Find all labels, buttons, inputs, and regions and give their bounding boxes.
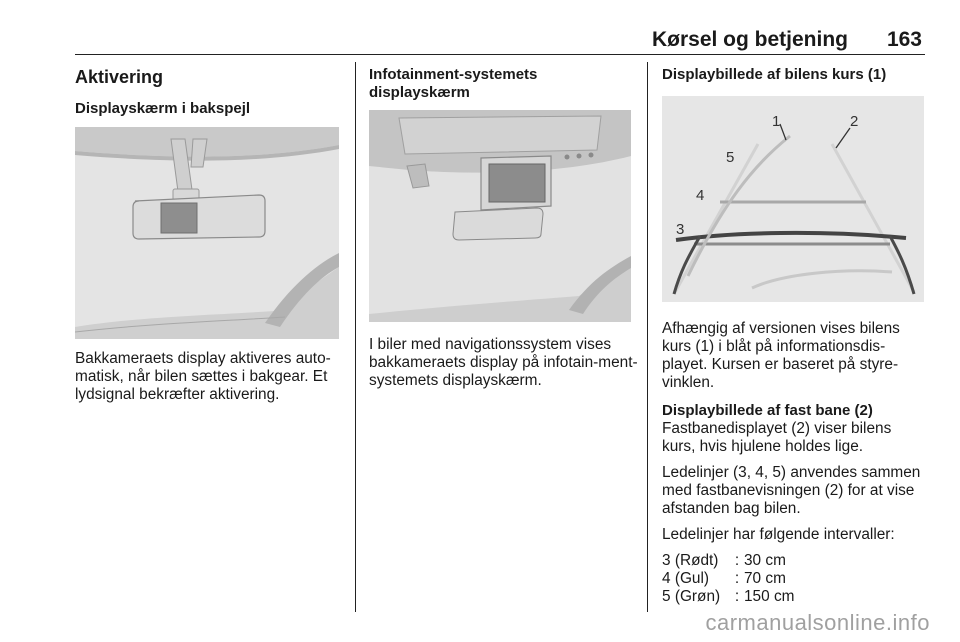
table-row: [662, 570, 794, 588]
label-5: 5: [726, 149, 735, 166]
col2-paragraph: I biler med navigationssystem vises bakkameraets display på infotain-ment-systemets displayskærm.: [369, 336, 638, 389]
subheading-fixed-path: Displaybillede af fast bane (2): [662, 402, 873, 419]
interval-sep: :: [734, 552, 740, 569]
column-2: [369, 66, 639, 102]
column-divider-2: [647, 62, 648, 612]
infotainment-display-illustration: [369, 110, 631, 322]
rearview-mirror-illustration: [75, 127, 339, 339]
col2-body-block: [369, 336, 641, 390]
figure-infotainment-display: [369, 110, 631, 322]
label-4: 4: [696, 187, 705, 204]
column-divider-1: [355, 62, 356, 612]
header-rule: [75, 54, 925, 55]
page-number: 163: [886, 28, 922, 51]
interval-label: 5 (Grøn): [662, 588, 721, 605]
table-row: [662, 588, 794, 606]
table-row: [662, 552, 794, 570]
label-2: 2: [850, 113, 859, 130]
col1-body-block: [75, 350, 345, 404]
interval-table: [662, 552, 794, 606]
col1-paragraph: Bakkameraets display aktiveres auto-matisk, når bilen sættes i bakgear. Et lydsignal bekræfter aktivering.: [75, 350, 331, 403]
subheading-infotainment-line2: displayskærm: [369, 84, 470, 101]
col3-body-block: [662, 320, 928, 606]
figure-rearview-mirror: [75, 127, 339, 339]
col3-paragraph-3: Ledelinjer (3, 4, 5) anvendes sammen med fastbanevisningen (2) for at vise afstanden bag bilen.: [662, 464, 921, 517]
interval-sep: :: [734, 588, 740, 605]
interval-sep: :: [734, 570, 740, 587]
running-header-title: Kørsel og betjening: [651, 28, 848, 51]
interval-value: 30 cm: [744, 552, 786, 569]
col3-paragraph-2: Fastbanedisplayet (2) viser bilens kurs, hvis hjulene holdes lige.: [662, 420, 892, 455]
col3-paragraph-4: Ledelinjer har følgende intervaller:: [662, 526, 895, 543]
label-3: 3: [676, 221, 685, 238]
interval-label: 4 (Gul): [662, 570, 710, 587]
parking-guidelines-diagram: [662, 96, 924, 302]
col3-paragraph-1: Afhængig af versionen vises bilens kurs (1) i blåt på informationsdis-playet. Kursen er baseret på styre-vinklen.: [662, 320, 900, 391]
interval-value: 150 cm: [744, 588, 795, 605]
label-1: 1: [772, 113, 781, 130]
interval-value: 70 cm: [744, 570, 786, 587]
column-3: [662, 66, 926, 84]
subheading-mirror-display: Displayskærm i bakspejl: [75, 100, 251, 117]
subheading-vehicle-course: Displaybillede af bilens kurs (1): [662, 66, 887, 83]
figure-parking-guidelines: [662, 96, 924, 302]
column-1: [75, 66, 343, 118]
watermark: carmanualsonline.info: [705, 610, 930, 635]
subheading-infotainment-line1: Infotainment-systemets: [369, 66, 538, 83]
section-title: Aktivering: [75, 67, 164, 87]
interval-label: 3 (Rødt): [662, 552, 719, 569]
